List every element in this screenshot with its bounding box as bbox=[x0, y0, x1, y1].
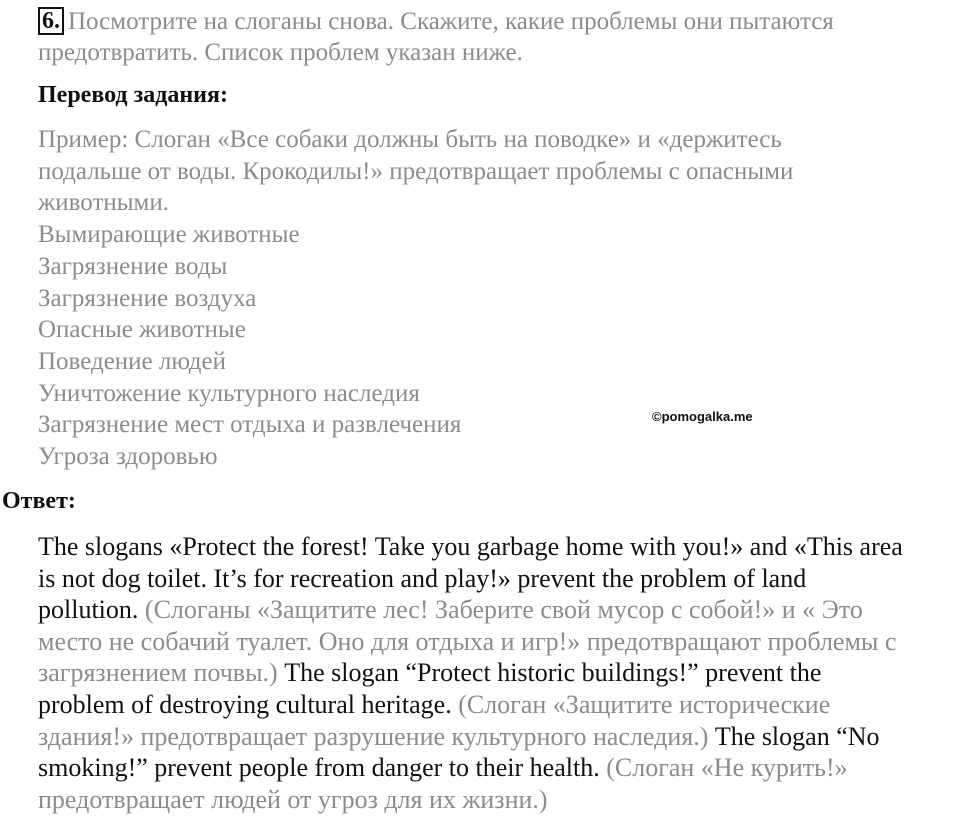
answer-line-7 bbox=[38, 721, 960, 753]
answer-text-russian: здания!» предотвращает разрушение культурного наследия.) bbox=[38, 721, 709, 751]
problem-item: Загрязнение воздуха bbox=[38, 284, 257, 312]
task-text-line-2: предотвратить. Список проблем указан ниже. bbox=[38, 39, 523, 66]
example-line-1: Пример: Слоган «Все собаки должны быть на поводке» и «держитесь bbox=[38, 126, 782, 153]
answer-line-3 bbox=[38, 594, 960, 626]
problem-item: Уничтожение культурного наследия bbox=[38, 379, 420, 407]
task-statement bbox=[38, 6, 948, 68]
answer-text-english: pollution. bbox=[38, 595, 139, 625]
answer-text-russian: загрязнением почвы.) bbox=[38, 658, 278, 688]
problem-item: Вымирающие животные bbox=[38, 221, 300, 249]
answer-line-9: предотвращает людей от угроз для их жизни.) bbox=[38, 784, 548, 814]
example-line-3: животными. bbox=[38, 189, 170, 217]
answer-heading: Ответ: bbox=[2, 488, 76, 514]
problem-list bbox=[38, 219, 918, 473]
translation-heading: Перевод задания: bbox=[38, 82, 228, 108]
answer-line-1: The slogans «Protect the forest! Take you garbage home with you!» and «This area bbox=[38, 532, 903, 561]
translation-block bbox=[38, 124, 918, 473]
answer-line-6 bbox=[38, 689, 960, 721]
problem-item: Опасные животные bbox=[38, 316, 246, 344]
watermark: ©pomogalka.me bbox=[652, 409, 753, 424]
problem-item: Угроза здоровью bbox=[38, 443, 218, 471]
answer-text-english: The slogan “No bbox=[708, 721, 880, 751]
answer-line-8 bbox=[38, 752, 960, 784]
answer-text-russian: (Слоган «Защитите исторические bbox=[451, 689, 831, 719]
example-line-2: подальше от воды. Крокодилы!» предотвращает проблемы с опасными bbox=[38, 157, 794, 185]
answer-text-russian: (Слоганы «Защитите лес! Заберите свой мусор с собой!» и « Это bbox=[138, 595, 863, 625]
answer-block bbox=[38, 531, 960, 815]
answer-line-5 bbox=[38, 657, 960, 689]
task-number-box: 6. bbox=[38, 7, 64, 35]
answer-line-4: место не собачий туалет. Оно для отдыха и игр!» предотвращают проблемы с bbox=[38, 626, 897, 656]
answer-text-english: smoking!” prevent people from danger to their health. bbox=[38, 753, 600, 783]
task-text-line-1: Посмотрите на слоганы снова. Скажите, какие проблемы они пытаются bbox=[68, 8, 834, 35]
answer-line-2: is not dog toilet. It’s for recreation and play!» prevent the problem of land bbox=[38, 563, 807, 593]
problem-item: Поведение людей bbox=[38, 347, 226, 375]
answer-text-english: The slogan “Protect historic buildings!” prevent the bbox=[277, 658, 822, 688]
problem-item: Загрязнение воды bbox=[38, 252, 228, 280]
answer-text-english: problem of destroying cultural heritage. bbox=[38, 689, 452, 719]
task-line-1 bbox=[38, 6, 948, 37]
problem-item: Загрязнение мест отдыха и развлечения bbox=[38, 411, 462, 439]
answer-text-russian: (Слоган «Не курить!» bbox=[599, 753, 848, 783]
